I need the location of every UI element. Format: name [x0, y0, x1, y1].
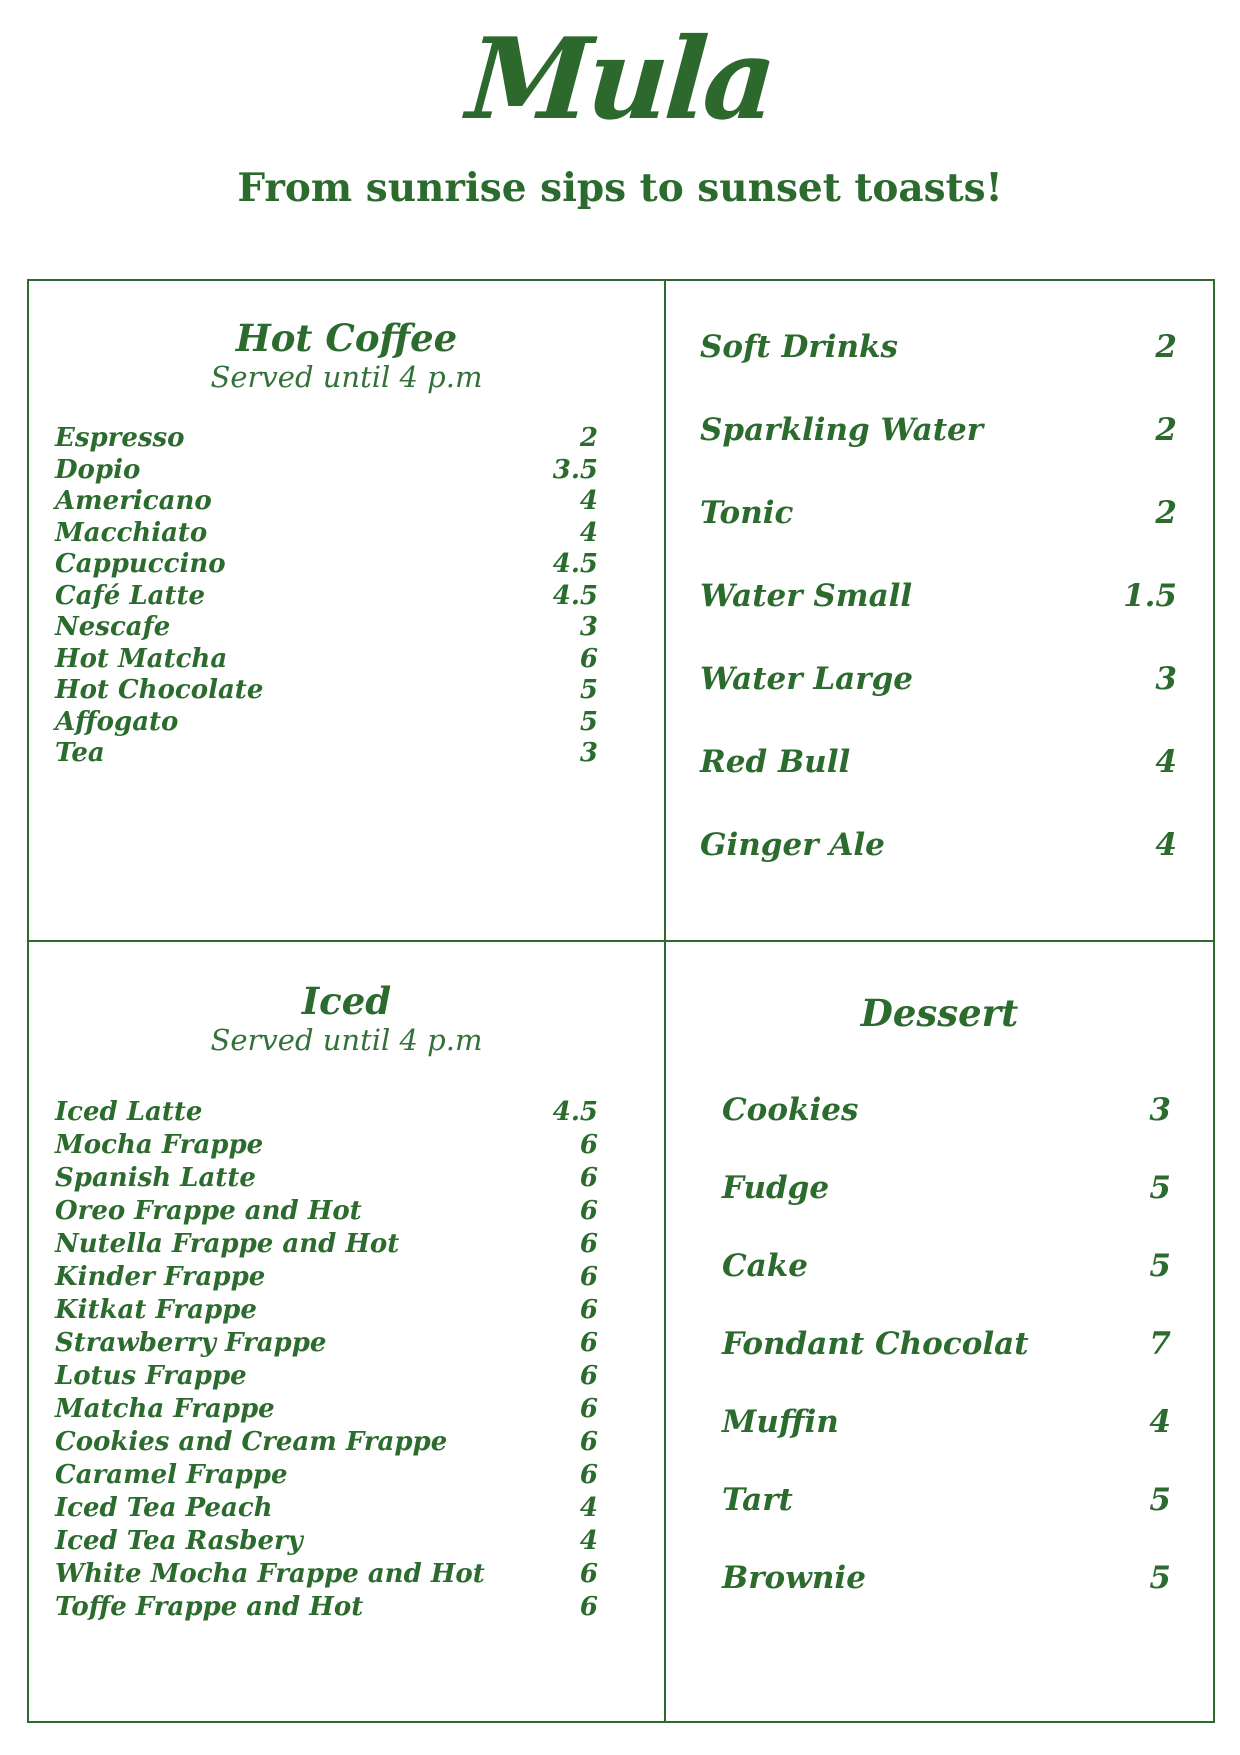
item-price: 4 — [1155, 744, 1177, 780]
item-price: 4 — [579, 517, 598, 548]
menu-item-row — [29, 707, 664, 739]
item-price: 6 — [579, 1130, 598, 1160]
item-name: Mocha Frappe — [55, 1130, 264, 1160]
menu-item-row — [29, 1360, 664, 1393]
item-name: Hot Chocolate — [55, 675, 264, 705]
item-name: Water Large — [700, 661, 913, 697]
item-name: Cake — [722, 1248, 808, 1284]
item-price: 1.5 — [1123, 578, 1177, 614]
item-name: Espresso — [55, 423, 185, 453]
item-name: Water Small — [700, 578, 913, 614]
item-name: Macchiato — [55, 517, 208, 548]
item-price: 6 — [579, 1394, 598, 1424]
drinks-items — [666, 281, 1213, 863]
item-price: 2 — [1155, 495, 1177, 531]
menu-item-row — [666, 1482, 1213, 1518]
dessert-items — [666, 1092, 1213, 1596]
item-price: 6 — [579, 1427, 598, 1457]
menu-item-row — [29, 1096, 664, 1129]
menu-item-row — [666, 1326, 1213, 1362]
section-dessert — [666, 942, 1213, 1721]
item-price: 6 — [579, 1361, 598, 1391]
item-name: Iced Tea Rasbery — [55, 1526, 303, 1556]
section-title: Hot Coffee — [235, 316, 458, 360]
item-price: 5 — [1149, 1560, 1171, 1596]
item-price: 6 — [579, 1559, 598, 1589]
item-price: 2 — [579, 423, 598, 453]
menu-item-row — [29, 549, 664, 581]
menu-item-row — [666, 329, 1213, 365]
hot-coffee-items — [29, 423, 664, 770]
item-price: 5 — [579, 706, 598, 737]
menu-item-row — [29, 1162, 664, 1195]
item-price: 6 — [579, 1295, 598, 1325]
item-name: Soft Drinks — [700, 329, 898, 365]
menu-item-row — [29, 1327, 664, 1360]
section-title: Dessert — [860, 991, 1019, 1035]
section-drinks — [666, 281, 1213, 942]
item-name: Hot Matcha — [55, 643, 228, 674]
menu-item-row — [29, 423, 664, 455]
menu-item-row — [666, 578, 1213, 614]
menu-item-row — [29, 1558, 664, 1591]
item-price: 6 — [579, 1592, 598, 1622]
section-title: Iced — [301, 979, 392, 1023]
section-header — [29, 942, 664, 1058]
section-hot-coffee — [29, 281, 666, 942]
item-name: Sparkling Water — [700, 412, 984, 448]
item-price: 3 — [579, 612, 598, 642]
item-price: 7 — [1149, 1326, 1171, 1362]
item-price: 4 — [1149, 1404, 1171, 1440]
item-price: 5 — [1149, 1170, 1171, 1206]
item-price: 3.5 — [552, 454, 598, 485]
item-price: 4 — [579, 1493, 598, 1523]
menu-item-row — [666, 1560, 1213, 1596]
item-name: Matcha Frappe — [55, 1394, 275, 1424]
item-name: Toffe Frappe and Hot — [55, 1592, 364, 1622]
item-price: 4 — [579, 486, 598, 516]
section-subtitle: Served until 4 p.m — [210, 1023, 483, 1057]
item-name: Iced Latte — [55, 1097, 203, 1127]
menu-item-row — [29, 612, 664, 644]
item-price: 5 — [1149, 1248, 1171, 1284]
item-price: 3 — [579, 738, 598, 768]
menu-item-row — [29, 1195, 664, 1228]
brand-title: Mula — [463, 14, 777, 145]
menu-item-row — [29, 1129, 664, 1162]
item-name: Nutella Frappe and Hot — [55, 1229, 400, 1259]
iced-items — [29, 1096, 664, 1624]
menu-item-row — [666, 827, 1213, 863]
menu-item-row — [29, 1393, 664, 1426]
menu-grid — [27, 279, 1215, 1723]
item-price: 3 — [1149, 1092, 1171, 1128]
item-name: Strawberry Frappe — [55, 1328, 327, 1358]
menu-item-row — [666, 1170, 1213, 1206]
menu-item-row — [29, 1525, 664, 1558]
item-price: 6 — [579, 1460, 598, 1490]
item-name: Cappuccino — [55, 549, 226, 579]
item-price: 2 — [1155, 329, 1177, 365]
section-iced — [29, 942, 666, 1721]
item-price: 6 — [579, 1229, 598, 1259]
item-price: 6 — [579, 643, 598, 674]
item-price: 6 — [579, 1163, 598, 1193]
menu-item-row — [29, 1591, 664, 1624]
menu-item-row — [29, 644, 664, 676]
section-header — [666, 942, 1213, 1034]
item-name: Oreo Frappe and Hot — [55, 1196, 362, 1226]
menu-item-row — [666, 1404, 1213, 1440]
item-name: Kinder Frappe — [55, 1262, 266, 1292]
item-name: Americano — [55, 486, 212, 516]
menu-item-row — [29, 581, 664, 613]
menu-item-row — [29, 1426, 664, 1459]
item-name: Fondant Chocolat — [722, 1326, 1029, 1362]
item-price: 4.5 — [552, 580, 598, 611]
item-price: 5 — [1149, 1482, 1171, 1518]
item-name: Fudge — [722, 1170, 830, 1206]
item-name: Nescafe — [55, 612, 171, 642]
section-header — [29, 281, 664, 395]
menu-item-row — [29, 455, 664, 487]
menu-item-row — [29, 486, 664, 518]
item-price: 2 — [1155, 412, 1177, 448]
item-name: Tart — [722, 1482, 793, 1518]
item-name: Red Bull — [700, 744, 851, 780]
item-name: Kitkat Frappe — [55, 1295, 257, 1325]
item-name: Brownie — [722, 1560, 866, 1596]
menu-item-row — [29, 1261, 664, 1294]
menu-item-row — [666, 661, 1213, 697]
menu-item-row — [666, 1092, 1213, 1128]
item-name: Lotus Frappe — [55, 1361, 247, 1391]
menu-item-row — [666, 412, 1213, 448]
menu-item-row — [29, 675, 664, 707]
item-name: Iced Tea Peach — [55, 1493, 273, 1523]
item-name: White Mocha Frappe and Hot — [55, 1559, 485, 1589]
item-name: Ginger Ale — [700, 827, 885, 863]
menu-item-row — [29, 1459, 664, 1492]
menu-item-row — [29, 1228, 664, 1261]
item-price: 4.5 — [552, 1097, 598, 1127]
item-price: 4 — [1155, 827, 1177, 863]
item-price: 5 — [579, 675, 598, 705]
item-price: 3 — [1155, 661, 1177, 697]
tagline: From sunrise sips to sunset toasts! — [237, 165, 1003, 211]
item-name: Muffin — [722, 1404, 839, 1440]
item-price: 6 — [579, 1196, 598, 1226]
section-subtitle: Served until 4 p.m — [210, 360, 483, 394]
item-price: 6 — [579, 1262, 598, 1292]
item-price: 4 — [579, 1526, 598, 1556]
menu-item-row — [29, 518, 664, 550]
item-name: Cookies and Cream Frappe — [55, 1427, 448, 1457]
item-name: Caramel Frappe — [55, 1460, 288, 1490]
menu-item-row — [666, 1248, 1213, 1284]
menu-item-row — [666, 744, 1213, 780]
item-name: Café Latte — [55, 580, 206, 611]
item-name: Tea — [55, 738, 105, 768]
menu-item-row — [666, 495, 1213, 531]
item-name: Dopio — [55, 454, 141, 485]
menu-item-row — [29, 738, 664, 770]
item-name: Tonic — [700, 495, 794, 531]
menu-item-row — [29, 1492, 664, 1525]
menu-item-row — [29, 1294, 664, 1327]
item-name: Affogato — [55, 706, 179, 737]
item-price: 6 — [579, 1328, 598, 1358]
item-name: Spanish Latte — [55, 1163, 256, 1193]
item-name: Cookies — [722, 1092, 859, 1128]
item-price: 4.5 — [552, 549, 598, 579]
